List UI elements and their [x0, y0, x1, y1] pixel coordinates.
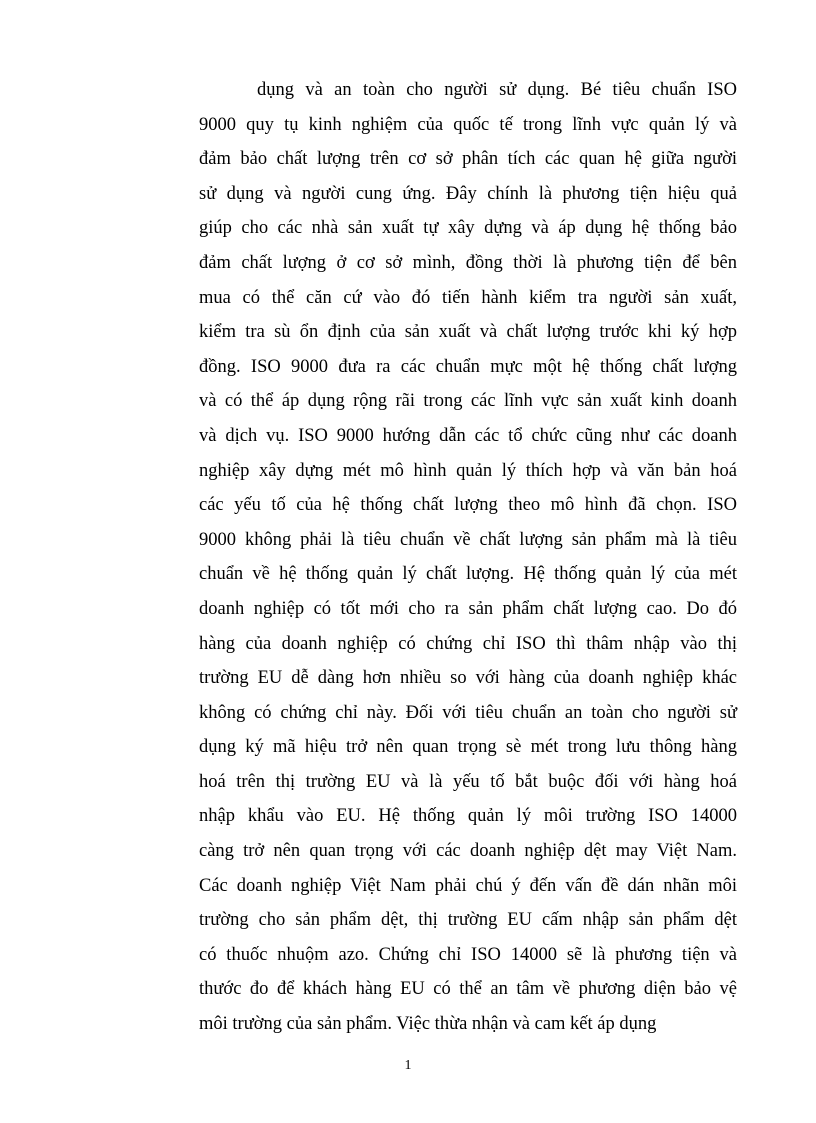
- text-line: hoá trên thị trường EU và là yếu tố bắt buộc đối với hàng hoá: [199, 771, 737, 792]
- text-line: các yếu tố của hệ thống chất lượng theo mô hình đã chọn. ISO: [199, 495, 737, 516]
- text-line: càng trở nên quan trọng với các doanh nghiệp dệt may Việt Nam.: [199, 841, 737, 862]
- page-number: 1: [404, 1058, 412, 1073]
- text-line: giúp cho các nhà sản xuất tự xây dựng và áp dụng hệ thống bảo: [199, 218, 737, 239]
- text-line: trường EU dễ dàng hơn nhiều so với hàng của doanh nghiệp khác: [199, 668, 737, 689]
- text-line: doanh nghiệp có tốt mới cho ra sản phẩm chất lượng cao. Do đó: [199, 598, 737, 619]
- text-line: môi trường của sản phẩm. Việc thừa nhận và cam kết áp dụng: [199, 1014, 657, 1035]
- text-line: nghiệp xây dựng mét mô hình quản lý thích hợp và văn bản hoá: [199, 460, 737, 481]
- text-line: mua có thể căn cứ vào đó tiến hành kiểm tra người sản xuất,: [199, 287, 737, 308]
- text-line: có thuốc nhuộm azo. Chứng chỉ ISO 14000 sẽ là phương tiện và: [199, 944, 737, 965]
- text-line: dụng và an toàn cho người sử dụng. Bé tiêu chuẩn ISO: [257, 80, 737, 100]
- text-line: trường cho sản phẩm dệt, thị trường EU cấm nhập sản phẩm dệt: [199, 910, 737, 931]
- text-line: kiểm tra sù ổn định của sản xuất và chất lượng trước khi ký hợp: [199, 322, 737, 343]
- text-line: đảm bảo chất lượng trên cơ sở phân tích các quan hệ giữa người: [199, 149, 737, 170]
- text-line: Các doanh nghiệp Việt Nam phải chú ý đến vấn đề dán nhãn môi: [199, 875, 737, 896]
- text-line: dụng ký mã hiệu trở nên quan trọng sè mét trong lưu thông hàng: [199, 737, 737, 758]
- text-line: nhập khẩu vào EU. Hệ thống quản lý môi trường ISO 14000: [199, 806, 737, 827]
- text-line: đồng. ISO 9000 đưa ra các chuẩn mực một hệ thống chất lượng: [199, 356, 737, 377]
- text-line: sử dụng và người cung ứng. Đây chính là phương tiện hiệu quả: [199, 183, 737, 204]
- text-line: không có chứng chỉ này. Đối với tiêu chuẩn an toàn cho người sử: [199, 702, 737, 723]
- text-line: và dịch vụ. ISO 9000 hướng dẫn các tổ chức cũng như các doanh: [199, 425, 737, 446]
- text-line: 9000 không phải là tiêu chuẩn về chất lượng sản phẩm mà là tiêu: [199, 529, 737, 550]
- text-line: chuẩn về hệ thống quản lý chất lượng. Hệ thống quản lý của mét: [199, 564, 737, 585]
- text-line: và có thể áp dụng rộng rãi trong các lĩnh vực sản xuất kinh doanh: [199, 391, 737, 412]
- text-line: 9000 quy tụ kinh nghiệm của quốc tế trong lĩnh vực quản lý và: [199, 114, 737, 135]
- body-text: [199, 73, 737, 1042]
- text-line: đảm chất lượng ở cơ sở mình, đồng thời là phương tiện để bên: [199, 252, 737, 273]
- text-line: thước đo để khách hàng EU có thể an tâm về phương diện bảo vệ: [199, 979, 737, 1000]
- text-line: hàng của doanh nghiệp có chứng chỉ ISO thì thâm nhập vào thị: [199, 633, 737, 654]
